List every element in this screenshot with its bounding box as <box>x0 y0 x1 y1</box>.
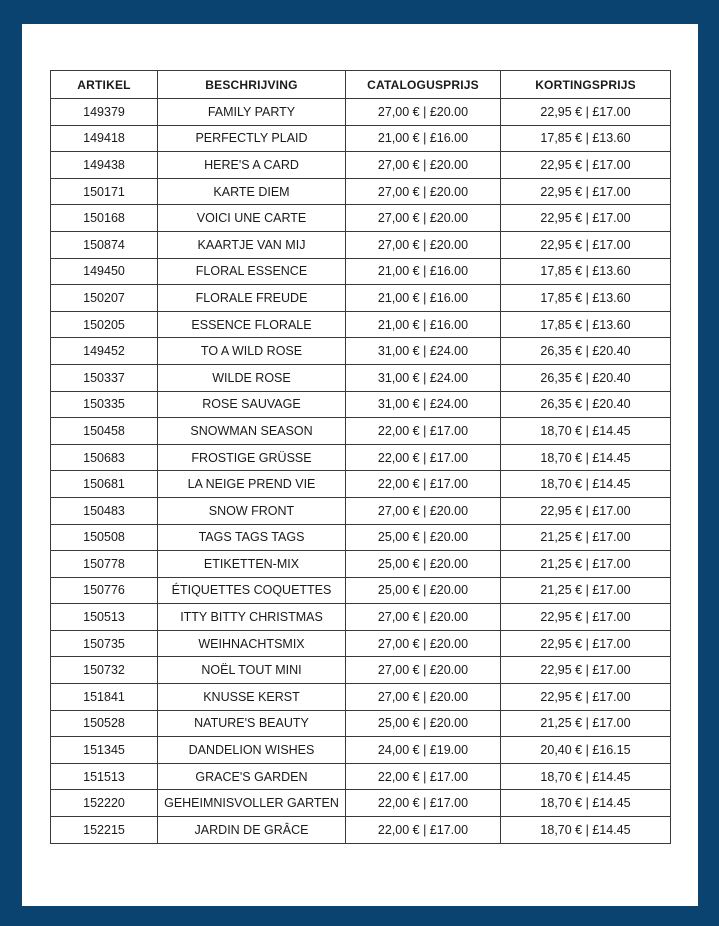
table-row <box>51 737 671 764</box>
cell-beschrijving: WILDE ROSE <box>158 364 346 391</box>
cell-beschrijving: ITTY BITTY CHRISTMAS <box>158 604 346 631</box>
cell-artikel: 150681 <box>51 471 158 498</box>
cell-kortingsprijs: 26,35 € | £20.40 <box>501 364 671 391</box>
cell-catalogusprijs: 25,00 € | £20.00 <box>346 577 501 604</box>
table-row <box>51 231 671 258</box>
cell-kortingsprijs: 18,70 € | £14.45 <box>501 763 671 790</box>
table-row <box>51 471 671 498</box>
cell-beschrijving: PERFECTLY PLAID <box>158 125 346 152</box>
table-row <box>51 524 671 551</box>
cell-artikel: 152215 <box>51 817 158 844</box>
cell-kortingsprijs: 18,70 € | £14.45 <box>501 444 671 471</box>
table-row <box>51 577 671 604</box>
table-row <box>51 763 671 790</box>
table-row <box>51 790 671 817</box>
cell-artikel: 150171 <box>51 178 158 205</box>
header-beschrijving: BESCHRIJVING <box>158 71 346 99</box>
cell-beschrijving: TAGS TAGS TAGS <box>158 524 346 551</box>
cell-catalogusprijs: 27,00 € | £20.00 <box>346 630 501 657</box>
cell-artikel: 150483 <box>51 497 158 524</box>
table-row <box>51 205 671 232</box>
cell-artikel: 150528 <box>51 710 158 737</box>
cell-kortingsprijs: 22,95 € | £17.00 <box>501 630 671 657</box>
cell-kortingsprijs: 26,35 € | £20.40 <box>501 391 671 418</box>
header-catalogusprijs: CATALOGUSPRIJS <box>346 71 501 99</box>
cell-beschrijving: LA NEIGE PREND VIE <box>158 471 346 498</box>
table-header <box>51 71 671 99</box>
table-row <box>51 551 671 578</box>
cell-artikel: 150735 <box>51 630 158 657</box>
cell-catalogusprijs: 22,00 € | £17.00 <box>346 763 501 790</box>
cell-kortingsprijs: 22,95 € | £17.00 <box>501 152 671 179</box>
cell-beschrijving: DANDELION WISHES <box>158 737 346 764</box>
cell-kortingsprijs: 22,95 € | £17.00 <box>501 231 671 258</box>
cell-artikel: 151513 <box>51 763 158 790</box>
header-row <box>51 71 671 99</box>
cell-catalogusprijs: 27,00 € | £20.00 <box>346 99 501 126</box>
cell-catalogusprijs: 25,00 € | £20.00 <box>346 710 501 737</box>
cell-catalogusprijs: 22,00 € | £17.00 <box>346 817 501 844</box>
cell-beschrijving: GRACE'S GARDEN <box>158 763 346 790</box>
cell-artikel: 150337 <box>51 364 158 391</box>
cell-artikel: 149379 <box>51 99 158 126</box>
cell-catalogusprijs: 31,00 € | £24.00 <box>346 364 501 391</box>
cell-catalogusprijs: 21,00 € | £16.00 <box>346 125 501 152</box>
cell-catalogusprijs: 22,00 € | £17.00 <box>346 418 501 445</box>
table-row <box>51 258 671 285</box>
table-row <box>51 285 671 312</box>
document-page <box>22 24 698 906</box>
table-body <box>51 99 671 844</box>
cell-beschrijving: JARDIN DE GRÂCE <box>158 817 346 844</box>
cell-catalogusprijs: 27,00 € | £20.00 <box>346 178 501 205</box>
table-row <box>51 497 671 524</box>
table-row <box>51 710 671 737</box>
cell-artikel: 151345 <box>51 737 158 764</box>
cell-catalogusprijs: 25,00 € | £20.00 <box>346 524 501 551</box>
cell-kortingsprijs: 21,25 € | £17.00 <box>501 577 671 604</box>
cell-kortingsprijs: 18,70 € | £14.45 <box>501 418 671 445</box>
header-kortingsprijs: KORTINGSPRIJS <box>501 71 671 99</box>
cell-beschrijving: FROSTIGE GRÜSSE <box>158 444 346 471</box>
cell-catalogusprijs: 22,00 € | £17.00 <box>346 790 501 817</box>
cell-artikel: 150778 <box>51 551 158 578</box>
cell-beschrijving: FLORAL ESSENCE <box>158 258 346 285</box>
table-row <box>51 444 671 471</box>
cell-artikel: 149438 <box>51 152 158 179</box>
cell-beschrijving: SNOWMAN SEASON <box>158 418 346 445</box>
cell-artikel: 150335 <box>51 391 158 418</box>
cell-artikel: 149452 <box>51 338 158 365</box>
cell-catalogusprijs: 24,00 € | £19.00 <box>346 737 501 764</box>
cell-artikel: 150168 <box>51 205 158 232</box>
cell-kortingsprijs: 22,95 € | £17.00 <box>501 178 671 205</box>
cell-kortingsprijs: 17,85 € | £13.60 <box>501 258 671 285</box>
table-row <box>51 99 671 126</box>
cell-artikel: 150458 <box>51 418 158 445</box>
cell-beschrijving: ESSENCE FLORALE <box>158 311 346 338</box>
table-row <box>51 418 671 445</box>
table-row <box>51 125 671 152</box>
table-row <box>51 178 671 205</box>
cell-beschrijving: VOICI UNE CARTE <box>158 205 346 232</box>
table-row <box>51 684 671 711</box>
cell-beschrijving: KNUSSE KERST <box>158 684 346 711</box>
cell-kortingsprijs: 18,70 € | £14.45 <box>501 790 671 817</box>
cell-artikel: 150732 <box>51 657 158 684</box>
cell-kortingsprijs: 22,95 € | £17.00 <box>501 604 671 631</box>
cell-artikel: 150513 <box>51 604 158 631</box>
cell-kortingsprijs: 21,25 € | £17.00 <box>501 710 671 737</box>
cell-kortingsprijs: 22,95 € | £17.00 <box>501 497 671 524</box>
table-row <box>51 152 671 179</box>
cell-catalogusprijs: 27,00 € | £20.00 <box>346 231 501 258</box>
cell-catalogusprijs: 31,00 € | £24.00 <box>346 391 501 418</box>
cell-kortingsprijs: 21,25 € | £17.00 <box>501 551 671 578</box>
cell-catalogusprijs: 22,00 € | £17.00 <box>346 471 501 498</box>
cell-artikel: 150207 <box>51 285 158 312</box>
cell-beschrijving: HERE'S A CARD <box>158 152 346 179</box>
cell-catalogusprijs: 27,00 € | £20.00 <box>346 657 501 684</box>
table-row <box>51 604 671 631</box>
cell-kortingsprijs: 18,70 € | £14.45 <box>501 817 671 844</box>
cell-artikel: 149450 <box>51 258 158 285</box>
cell-beschrijving: FAMILY PARTY <box>158 99 346 126</box>
cell-catalogusprijs: 21,00 € | £16.00 <box>346 311 501 338</box>
table-row <box>51 657 671 684</box>
cell-artikel: 150776 <box>51 577 158 604</box>
cell-beschrijving: KAARTJE VAN MIJ <box>158 231 346 258</box>
cell-kortingsprijs: 17,85 € | £13.60 <box>501 285 671 312</box>
cell-beschrijving: ETIKETTEN-MIX <box>158 551 346 578</box>
cell-kortingsprijs: 22,95 € | £17.00 <box>501 684 671 711</box>
cell-catalogusprijs: 27,00 € | £20.00 <box>346 684 501 711</box>
cell-catalogusprijs: 21,00 € | £16.00 <box>346 258 501 285</box>
cell-kortingsprijs: 22,95 € | £17.00 <box>501 99 671 126</box>
price-table <box>50 70 671 844</box>
cell-artikel: 150205 <box>51 311 158 338</box>
cell-kortingsprijs: 18,70 € | £14.45 <box>501 471 671 498</box>
cell-beschrijving: NOËL TOUT MINI <box>158 657 346 684</box>
cell-beschrijving: SNOW FRONT <box>158 497 346 524</box>
cell-beschrijving: NATURE'S BEAUTY <box>158 710 346 737</box>
cell-kortingsprijs: 17,85 € | £13.60 <box>501 311 671 338</box>
cell-kortingsprijs: 20,40 € | £16.15 <box>501 737 671 764</box>
cell-artikel: 150683 <box>51 444 158 471</box>
cell-artikel: 149418 <box>51 125 158 152</box>
cell-catalogusprijs: 27,00 € | £20.00 <box>346 152 501 179</box>
cell-artikel: 150508 <box>51 524 158 551</box>
table-row <box>51 364 671 391</box>
table-row <box>51 338 671 365</box>
cell-artikel: 152220 <box>51 790 158 817</box>
cell-beschrijving: ROSE SAUVAGE <box>158 391 346 418</box>
cell-beschrijving: KARTE DIEM <box>158 178 346 205</box>
table-row <box>51 311 671 338</box>
cell-kortingsprijs: 22,95 € | £17.00 <box>501 657 671 684</box>
cell-beschrijving: GEHEIMNISVOLLER GARTEN <box>158 790 346 817</box>
header-artikel: ARTIKEL <box>51 71 158 99</box>
cell-catalogusprijs: 22,00 € | £17.00 <box>346 444 501 471</box>
cell-artikel: 150874 <box>51 231 158 258</box>
cell-beschrijving: WEIHNACHTSMIX <box>158 630 346 657</box>
cell-beschrijving: TO A WILD ROSE <box>158 338 346 365</box>
cell-kortingsprijs: 17,85 € | £13.60 <box>501 125 671 152</box>
table-row <box>51 391 671 418</box>
table-row <box>51 817 671 844</box>
cell-kortingsprijs: 26,35 € | £20.40 <box>501 338 671 365</box>
cell-kortingsprijs: 21,25 € | £17.00 <box>501 524 671 551</box>
cell-kortingsprijs: 22,95 € | £17.00 <box>501 205 671 232</box>
cell-beschrijving: FLORALE FREUDE <box>158 285 346 312</box>
cell-catalogusprijs: 31,00 € | £24.00 <box>346 338 501 365</box>
cell-catalogusprijs: 27,00 € | £20.00 <box>346 205 501 232</box>
table-row <box>51 630 671 657</box>
cell-catalogusprijs: 27,00 € | £20.00 <box>346 604 501 631</box>
cell-catalogusprijs: 21,00 € | £16.00 <box>346 285 501 312</box>
cell-beschrijving: ÉTIQUETTES COQUETTES <box>158 577 346 604</box>
cell-artikel: 151841 <box>51 684 158 711</box>
cell-catalogusprijs: 27,00 € | £20.00 <box>346 497 501 524</box>
cell-catalogusprijs: 25,00 € | £20.00 <box>346 551 501 578</box>
